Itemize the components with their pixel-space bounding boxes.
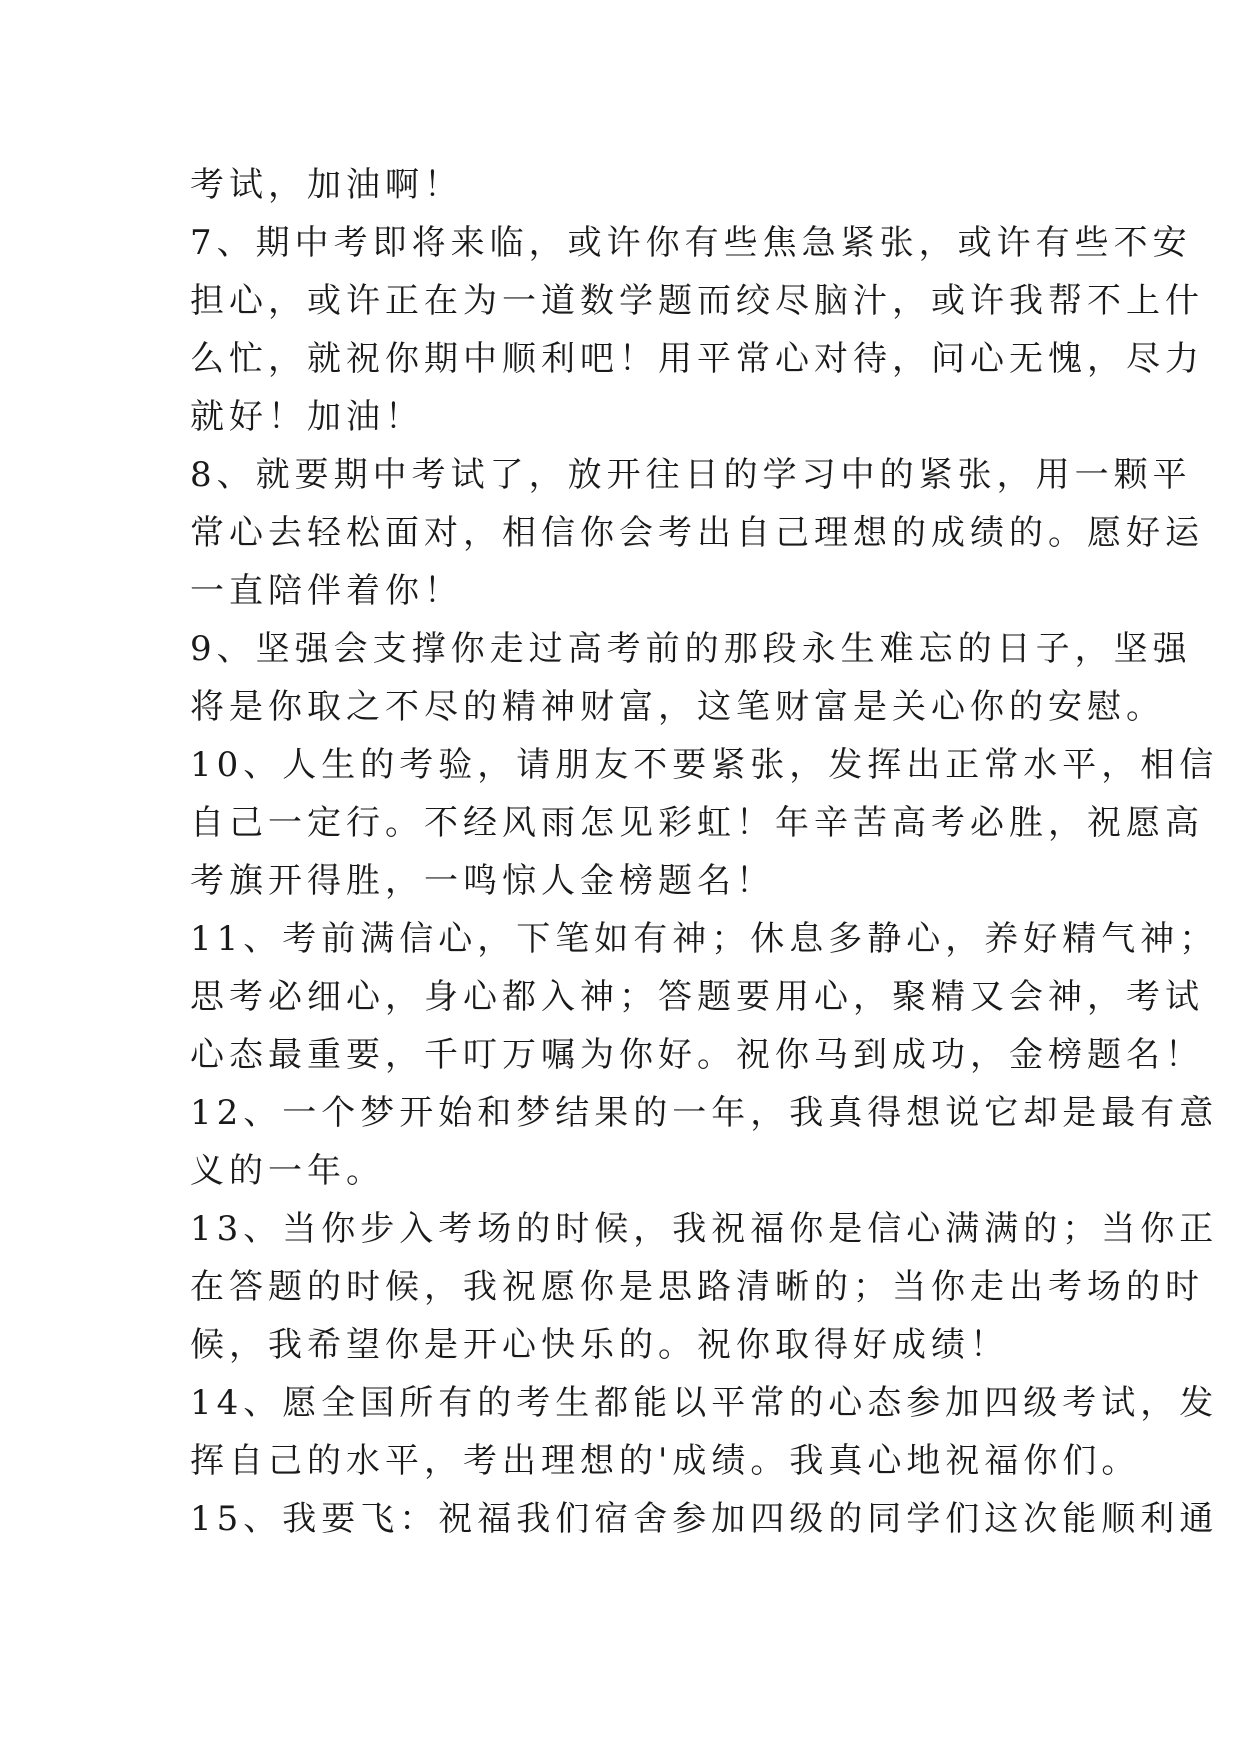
text-line: 13、当你步入考场的时候，我祝福你是信心满满的；当你正 (190, 1209, 1219, 1249)
text-line: 挥自己的水平，考出理想的'成绩。我真心地祝福你们。 (190, 1441, 1141, 1481)
document-body (190, 156, 1219, 1548)
text-line: 在答题的时候，我祝愿你是思路清晰的；当你走出考场的时 (190, 1267, 1204, 1307)
text-line: 将是你取之不尽的精神财富，这笔财富是关心你的安慰。 (190, 687, 1165, 727)
text-line: 常心去轻松面对，相信你会考出自己理想的成绩的。愿好运 (190, 513, 1204, 553)
text-line: 9、坚强会支撑你走过高考前的那段永生难忘的日子，坚强 (190, 629, 1192, 669)
text-line: 11、考前满信心，下笔如有神；休息多静心，养好精气神； (190, 919, 1219, 959)
text-line: 8、就要期中考试了，放开往日的学习中的紧张，用一颗平 (190, 455, 1192, 495)
text-line: 义的一年。 (190, 1151, 385, 1191)
text-line: 考试，加油啊！ (190, 165, 463, 205)
text-line: 14、愿全国所有的考生都能以平常的心态参加四级考试，发 (190, 1383, 1219, 1423)
text-line: 10、人生的考验，请朋友不要紧张，发挥出正常水平，相信 (190, 745, 1219, 785)
text-line: 15、我要飞：祝福我们宿舍参加四级的同学们这次能顺利通 (190, 1499, 1219, 1539)
text-line: 12、一个梦开始和梦结果的一年，我真得想说它却是最有意 (190, 1093, 1219, 1133)
text-line: 考旗开得胜，一鸣惊人金榜题名！ (190, 861, 775, 901)
text-line: 自己一定行。不经风雨怎见彩虹！年辛苦高考必胜，祝愿高 (190, 803, 1204, 843)
text-line: 候，我希望你是开心快乐的。祝你取得好成绩！ (190, 1325, 1009, 1365)
text-line: 一直陪伴着你！ (190, 571, 463, 611)
text-line: 么忙，就祝你期中顺利吧！用平常心对待，问心无愧，尽力 (190, 339, 1204, 379)
text-line: 7、期中考即将来临，或许你有些焦急紧张，或许有些不安 (190, 223, 1192, 263)
text-line: 就好！加油！ (190, 397, 424, 437)
text-line: 思考必细心，身心都入神；答题要用心，聚精又会神，考试 (190, 977, 1204, 1017)
text-line: 心态最重要，千叮万嘱为你好。祝你马到成功，金榜题名！ (190, 1035, 1204, 1075)
text-line: 担心，或许正在为一道数学题而绞尽脑汁，或许我帮不上什 (190, 281, 1204, 321)
